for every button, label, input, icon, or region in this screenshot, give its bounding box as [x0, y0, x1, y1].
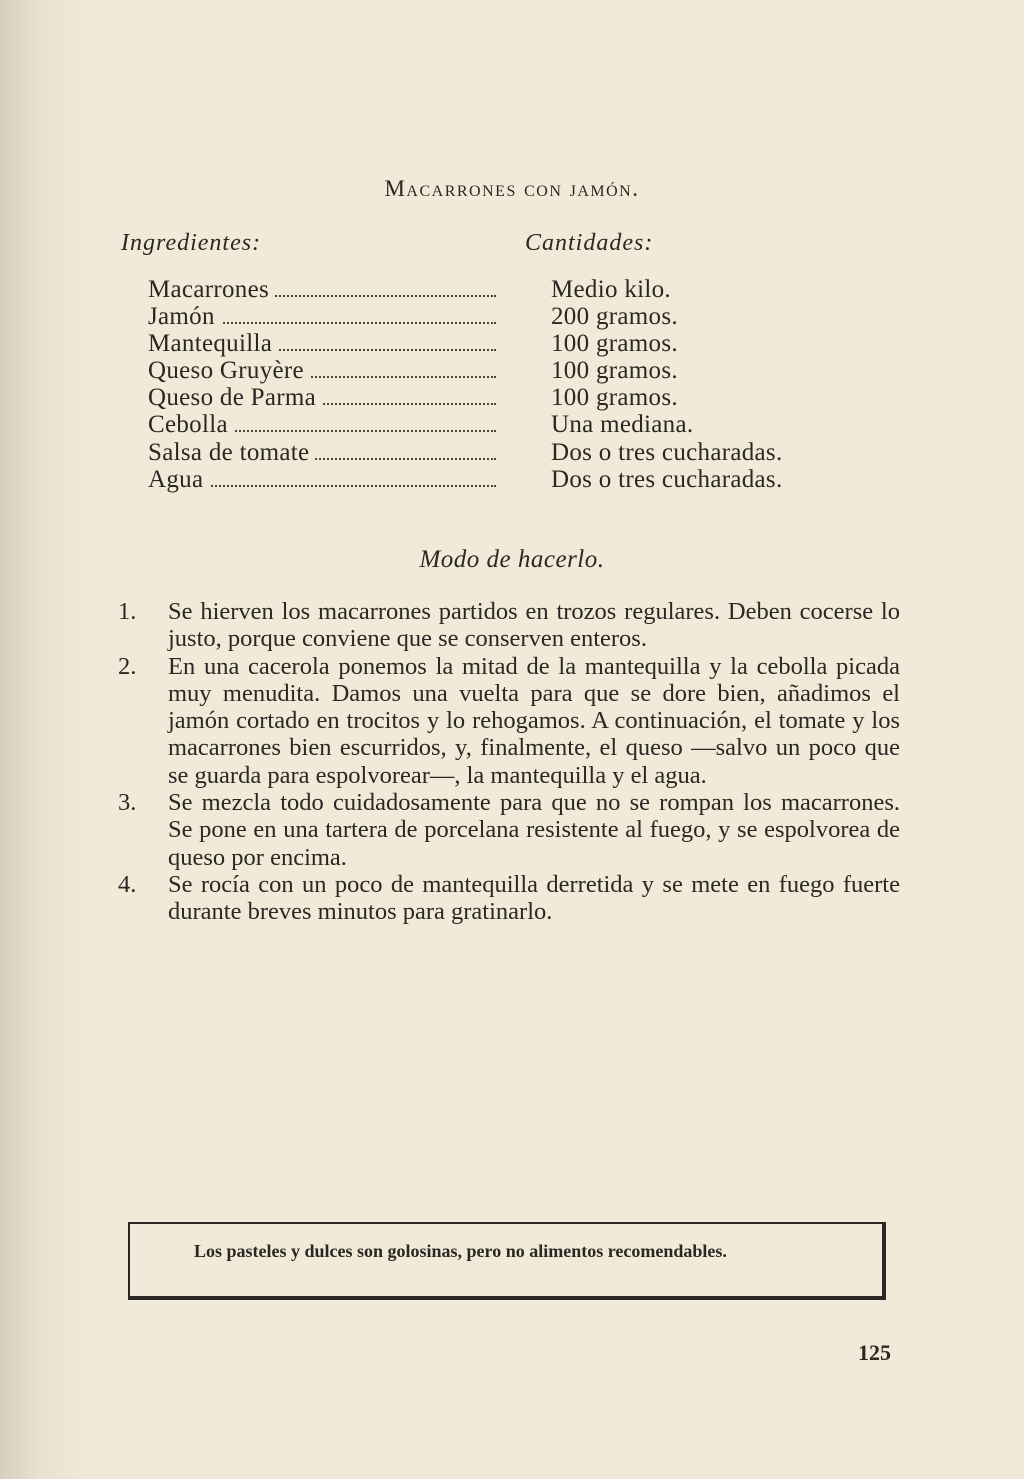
method-heading: Modo de hacerlo.: [419, 546, 605, 573]
tip-text: Los pasteles y dulces son golosinas, pero no alimentos recomendables.: [194, 1241, 727, 1261]
ingredient-row: [148, 439, 848, 466]
ingredient-row: [148, 411, 848, 438]
ingredient-quantity: 100 gramos.: [551, 384, 678, 412]
ingredient-name: Jamón: [148, 303, 221, 330]
ingredient-quantity: Dos o tres cucharadas.: [551, 465, 783, 493]
ingredient-name: Macarrones: [148, 276, 275, 303]
ingredient-row: [148, 466, 848, 493]
ingredient-name: Queso de Parma: [148, 384, 322, 411]
ingredient-quantity: Medio kilo.: [551, 276, 671, 303]
step-item: [118, 653, 900, 789]
step-text: En una cacerola ponemos la mitad de la mantequilla y la cebolla picada muy menudita. Damos una vuelta para que se dore bien, añadimos el jamón cortado en trocitos y lo rehogamos. A continuación, el tomate y los macarrones bien escurridos, y, finalmente, el queso —salvo un poco que se guarda para espolvorear—, la mantequilla y el agua.: [168, 652, 900, 789]
ingredient-quantity: 100 gramos.: [551, 357, 678, 385]
ingredient-quantity: Una mediana.: [551, 411, 694, 439]
step-item: [118, 598, 900, 653]
recipe-title: Macarrones con jamón.: [384, 176, 640, 201]
step-text: Se mezcla todo cuidadosamente para que no se rompan los macarrones. Se pone en una tartera de porcelana resistente al fuego, y se espolvorea de queso por encima.: [168, 789, 900, 871]
ingredients-heading: Ingredientes:: [121, 230, 262, 256]
ingredients-list: [148, 276, 848, 493]
ingredient-name: Agua: [148, 466, 209, 493]
page-number: 125: [858, 1340, 891, 1365]
ingredient-name: Salsa de tomate: [148, 439, 315, 466]
ingredient-quantity: 100 gramos.: [551, 330, 678, 358]
tip-box: [128, 1222, 886, 1300]
method-steps: [118, 598, 900, 926]
step-number: 2.: [118, 652, 137, 680]
step-number: 1.: [118, 598, 137, 625]
ingredient-quantity: 200 gramos.: [551, 303, 678, 331]
step-number: 3.: [118, 789, 137, 817]
ingredient-name: Queso Gruyère: [148, 357, 310, 384]
ingredient-row: [148, 357, 848, 384]
ingredient-quantity: Dos o tres cucharadas.: [551, 438, 783, 466]
ingredient-name: Cebolla: [148, 411, 234, 438]
ingredient-row: [148, 276, 848, 303]
quantities-heading: Cantidades:: [525, 230, 654, 256]
ingredient-row: [148, 384, 848, 411]
step-number: 4.: [118, 870, 137, 898]
step-item: [118, 871, 900, 926]
step-item: [118, 789, 900, 871]
step-text: Se rocía con un poco de mantequilla derretida y se mete en fuego fuerte durante breves minutos para gratinarlo.: [168, 870, 900, 926]
ingredient-row: [148, 330, 848, 357]
ingredient-name: Mantequilla: [148, 330, 278, 357]
step-text: Se hierven los macarrones partidos en trozos regulares. Deben cocerse lo justo, porque conviene que se conserven enteros.: [168, 598, 900, 653]
ingredient-row: [148, 303, 848, 330]
